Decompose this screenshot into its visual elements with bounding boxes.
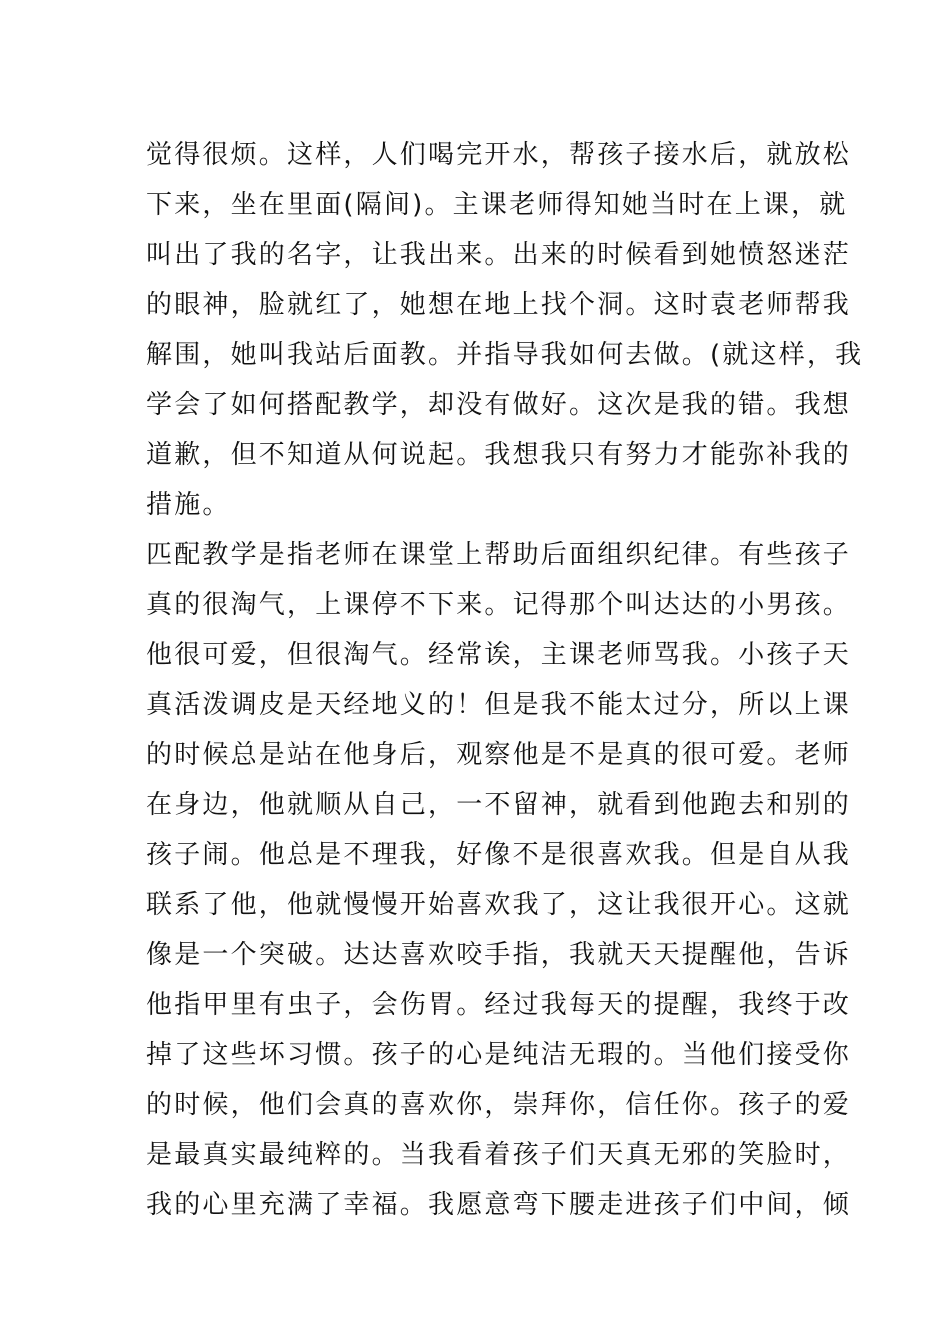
text-line: 解围，她叫我站后面教。并指导我如何去做。(就这样，我 (146, 340, 864, 370)
text-line: 是最真实最纯粹的。当我看着孩子们天真无邪的笑脸时， (146, 1140, 852, 1170)
text-line: 匹配教学是指老师在课堂上帮助后面组织纪律。有些孩子 (146, 540, 852, 570)
text-line: 叫出了我的名字，让我出来。出来的时候看到她愤怒迷茫 (146, 240, 852, 270)
text-line: 我的心里充满了幸福。我愿意弯下腰走进孩子们中间，倾 (146, 1190, 852, 1220)
text-line: 掉了这些坏习惯。孩子的心是纯洁无瑕的。当他们接受你 (146, 1040, 852, 1070)
text-line: 的时候，他们会真的喜欢你，崇拜你，信任你。孩子的爱 (146, 1090, 852, 1120)
text-line: 他指甲里有虫子，会伤胃。经过我每天的提醒，我终于改 (146, 990, 852, 1020)
text-line: 他很可爱，但很淘气。经常诶，主课老师骂我。小孩子天 (146, 640, 852, 670)
text-line: 像是一个突破。达达喜欢咬手指，我就天天提醒他，告诉 (146, 940, 852, 970)
text-line: 在身边，他就顺从自己，一不留神，就看到他跑去和别的 (146, 790, 852, 820)
text-line: 的眼神，脸就红了，她想在地上找个洞。这时袁老师帮我 (146, 290, 852, 320)
text-line: 觉得很烦。这样，人们喝完开水，帮孩子接水后，就放松 (146, 140, 852, 170)
text-line: 真活泼调皮是天经地义的！但是我不能太过分，所以上课 (146, 690, 852, 720)
text-line: 的时候总是站在他身后，观察他是不是真的很可爱。老师 (146, 740, 852, 770)
document-body (146, 130, 864, 1230)
text-line: 道歉，但不知道从何说起。我想我只有努力才能弥补我的 (146, 440, 852, 470)
text-line: 下来，坐在里面(隔间)。主课老师得知她当时在上课，就 (146, 190, 848, 220)
text-line: 学会了如何搭配教学，却没有做好。这次是我的错。我想 (146, 390, 852, 420)
text-line: 孩子闹。他总是不理我，好像不是很喜欢我。但是自从我 (146, 840, 852, 870)
paragraph-1 (146, 130, 864, 530)
text-line: 措施。 (146, 490, 231, 520)
text-line: 真的很淘气，上课停不下来。记得那个叫达达的小男孩。 (146, 590, 852, 620)
paragraph-2 (146, 530, 852, 1230)
text-line: 联系了他，他就慢慢开始喜欢我了，这让我很开心。这就 (146, 890, 852, 920)
